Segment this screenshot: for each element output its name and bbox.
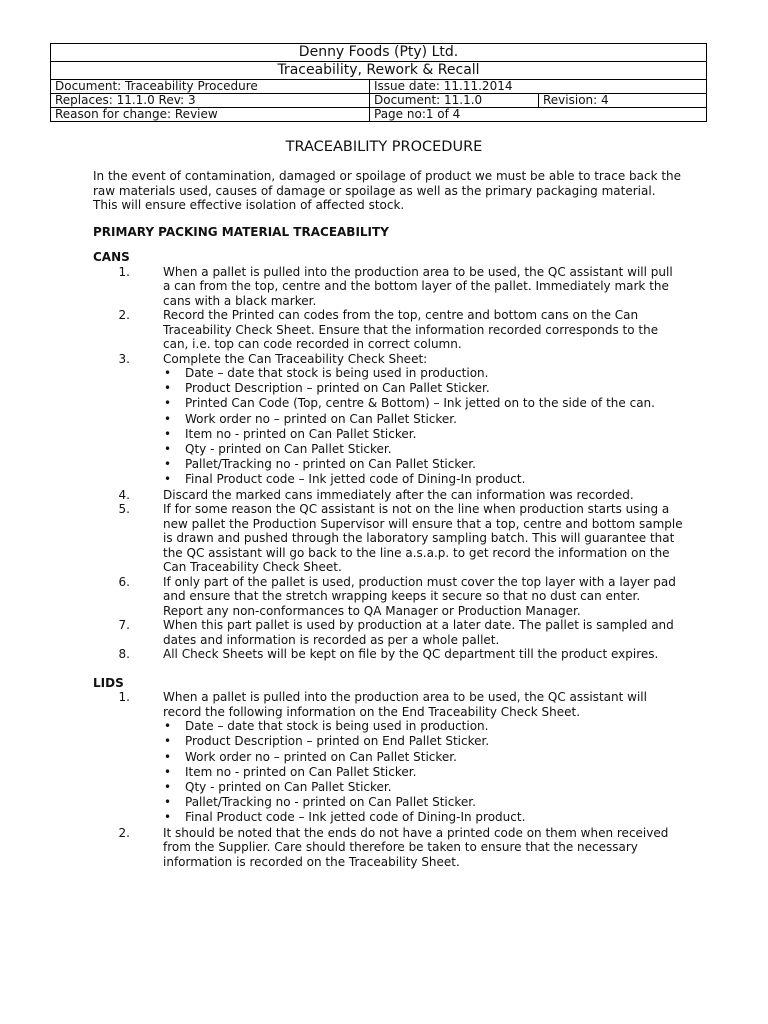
bullet-icon: •	[164, 381, 172, 396]
step-text: It should be noted that the ends do not have a printed code on them when received from the Supplier. Care should therefore be taken to ensure that the necessary information is recorded on the Traceability Sheet.	[163, 825, 669, 869]
step-number: 2.	[118, 825, 130, 840]
bullet-icon: •	[164, 411, 172, 426]
list-item	[93, 647, 683, 662]
bullet-icon: •	[164, 810, 172, 825]
replaces-cell: Replaces: 11.1.0 Rev: 3	[51, 94, 370, 108]
header-row-reason	[51, 108, 707, 122]
header-row-replaces	[51, 94, 707, 108]
list-item	[163, 457, 683, 472]
bullet-text: Work order no – printed on Can Pallet Sticker.	[185, 749, 457, 764]
list-item	[163, 810, 683, 825]
bullet-text: Final Product code – Ink jetted code of Dining-In product.	[185, 472, 526, 487]
step-number: 4.	[118, 487, 130, 502]
header-row-subtitle	[51, 62, 707, 80]
bullet-text: Date – date that stock is being used in production.	[185, 719, 489, 734]
step-text: If for some reason the QC assistant is not on the line when production starts using a new pallet the Production Supervisor will ensure that a top, centre and bottom sample is drawn and pushed through the laboratory sampling batch. This will guarantee that the QC assistant will go back to the line a.s.a.p. to get record the information on the Can Traceability Check Sheet.	[163, 502, 683, 575]
step-number: 5.	[118, 502, 130, 517]
header-row-company	[51, 44, 707, 62]
bullet-icon: •	[164, 457, 172, 472]
cans-checklist	[163, 366, 683, 488]
bullet-text: Product Description – printed on Can Pallet Sticker.	[185, 381, 490, 396]
list-item	[163, 412, 683, 427]
document-name-cell: Document: Traceability Procedure	[51, 80, 370, 94]
bullet-text: Pallet/Tracking no - printed on Can Pallet Sticker.	[185, 457, 476, 472]
step-number: 6.	[118, 574, 130, 589]
step-number: 7.	[118, 618, 130, 633]
list-item	[163, 795, 683, 810]
bullet-text: Final Product code – Ink jetted code of Dining-In product.	[185, 810, 526, 825]
step-text: Record the Printed can codes from the top, centre and bottom cans on the Can Traceability Check Sheet. Ensure that the information recorded corresponds to the can, i.e. top can code recorded in correct column.	[163, 308, 659, 351]
bullet-icon: •	[164, 426, 172, 441]
lids-checklist	[163, 719, 683, 825]
bullet-icon: •	[164, 366, 172, 380]
list-item	[163, 396, 683, 411]
list-item	[163, 427, 683, 442]
issue-date-cell: Issue date: 11.11.2014	[370, 80, 707, 94]
bullet-icon: •	[164, 396, 172, 411]
step-number: 2.	[118, 308, 130, 322]
bullet-text: Work order no – printed on Can Pallet Sticker.	[185, 411, 457, 426]
bullet-text: Product Description – printed on End Pallet Sticker.	[185, 734, 490, 749]
bullet-text: Printed Can Code (Top, centre & Bottom) – Ink jetted on to the side of the can.	[185, 396, 655, 411]
bullet-text: Pallet/Tracking no - printed on Can Pallet Sticker.	[185, 795, 476, 810]
header-row-document	[51, 80, 707, 94]
list-item	[163, 719, 683, 734]
document-header-table	[50, 43, 707, 122]
list-item	[93, 308, 683, 352]
document-subtitle: Traceability, Rework & Recall	[51, 62, 707, 80]
step-text: When a pallet is pulled into the production area to be used, the QC assistant will pull a can from the top, centre and the bottom layer of the pallet. Immediately mark the cans with a black marker.	[163, 264, 673, 308]
step-number: 1.	[118, 690, 130, 705]
bullet-icon: •	[164, 719, 172, 734]
list-item	[163, 442, 683, 457]
section-heading: PRIMARY PACKING MATERIAL TRACEABILITY	[93, 224, 389, 239]
bullet-text: Item no - printed on Can Pallet Sticker.	[185, 426, 417, 441]
list-item	[163, 734, 683, 749]
cans-heading: CANS	[93, 250, 130, 264]
bullet-icon: •	[164, 764, 172, 779]
document-body	[93, 169, 683, 869]
list-item	[93, 352, 683, 488]
list-item	[93, 575, 683, 619]
bullet-text: Date – date that stock is being used in production.	[185, 366, 489, 380]
cans-steps-list	[93, 265, 683, 662]
page-title: TRACEABILITY PROCEDURE	[285, 139, 483, 155]
list-item	[93, 690, 683, 825]
company-name: Denny Foods (Pty) Ltd.	[51, 44, 707, 62]
bullet-icon: •	[164, 795, 172, 810]
bullet-text: Item no - printed on Can Pallet Sticker.	[185, 764, 417, 779]
reason-cell: Reason for change: Review	[51, 108, 370, 122]
step-text: When this part pallet is used by production at a later date. The pallet is sampled and dates and information is recorded as per a whole pallet.	[163, 618, 674, 647]
bullet-icon: •	[164, 779, 172, 794]
list-item	[163, 780, 683, 795]
step-text: When a pallet is pulled into the production area to be used, the QC assistant will record the following information on the End Traceability Check Sheet.	[163, 690, 647, 719]
step-number: 8.	[118, 647, 130, 662]
lids-steps-list	[93, 690, 683, 869]
list-item	[163, 366, 683, 381]
bullet-text: Qty - printed on Can Pallet Sticker.	[185, 779, 392, 794]
bullet-text: Qty - printed on Can Pallet Sticker.	[185, 442, 392, 457]
bullet-icon: •	[164, 472, 172, 487]
list-item	[93, 265, 683, 309]
list-item	[163, 750, 683, 765]
list-item	[93, 618, 683, 647]
document-number-cell: Document: 11.1.0	[370, 94, 539, 108]
step-text: Complete the Can Traceability Check Sheet:	[163, 351, 428, 366]
list-item	[93, 502, 683, 575]
list-item	[93, 488, 683, 503]
list-item	[163, 381, 683, 396]
list-item	[93, 826, 683, 870]
list-item	[163, 765, 683, 780]
list-item	[163, 472, 683, 487]
step-text: If only part of the pallet is used, production must cover the top layer with a layer pad and ensure that the stretch wrapping keeps it secure so that no dust can enter. Report any non-conformances to QA Manager or Production Manager.	[163, 574, 676, 618]
page-number-cell: Page no:1 of 4	[370, 108, 707, 122]
step-number: 1.	[118, 264, 130, 279]
lids-heading: LIDS	[93, 675, 124, 690]
revision-cell: Revision: 4	[539, 94, 707, 108]
intro-paragraph: In the event of contamination, damaged or spoilage of product we must be able to trace back the raw materials used, causes of damage or spoilage as well as the primary packaging material. This will ensure effective isolation of affected stock.	[93, 169, 682, 212]
step-number: 3.	[118, 351, 130, 366]
bullet-icon: •	[164, 749, 172, 764]
bullet-icon: •	[164, 442, 172, 457]
step-text: All Check Sheets will be kept on file by the QC department till the product expires.	[163, 647, 659, 662]
step-text: Discard the marked cans immediately after the can information was recorded.	[163, 487, 634, 502]
bullet-icon: •	[164, 734, 172, 749]
